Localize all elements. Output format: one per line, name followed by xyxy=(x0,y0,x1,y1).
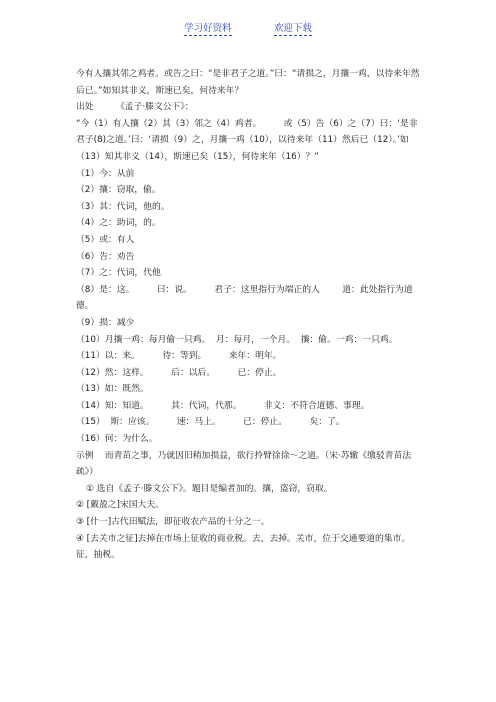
text-paragraph: （10）月攘一鸡：每月偷一只鸡。 月：每月，一个月。 攘：偷。一鸡：一只鸡。 xyxy=(76,334,398,345)
header-link-study-materials[interactable]: 学习好资料 xyxy=(184,23,232,34)
text-paragraph: （7）之：代词，代他 xyxy=(76,268,161,279)
text-paragraph: （1）今：从前 xyxy=(76,168,135,179)
text-paragraph: （2）攘：窃取，偷。 xyxy=(76,185,161,196)
text-paragraph: （3）其：代词，他的。 xyxy=(76,201,170,212)
text-paragraph: ② [戴盈之]宋国大夫。 xyxy=(76,500,164,511)
text-paragraph: （9）损：减少 xyxy=(76,317,135,328)
text-paragraph: （15） 斯：应该。 速：马上。 已：停止。 矣：了。 xyxy=(76,417,345,428)
text-paragraph: （4）之：助词，的。 xyxy=(76,218,161,229)
text-paragraph: 出处 《孟子·滕文公下》： xyxy=(76,102,194,113)
text-paragraph: ④ [去关市之征]去掉在市场上征收的商业税。去，去掉。关市，位于交通要道的集市。征，抽税。 xyxy=(76,533,411,561)
document-body xyxy=(76,66,421,564)
text-paragraph: （16）何：为什么。 xyxy=(76,434,158,445)
text-paragraph: （11）以：来。 待：等到。 来年：明年。 xyxy=(76,351,282,362)
text-paragraph: （13）如：既然。 xyxy=(76,384,149,395)
text-paragraph: 今有人攘其邻之鸡者。或告之曰：“是非君子之道。”曰：“请损之，月攘一鸡，以待来年然后已。”如知其非义，斯速已矣，何待来年？ xyxy=(76,69,420,96)
header-link-welcome-download[interactable]: 欢迎下载 xyxy=(273,23,312,34)
header-gap xyxy=(237,30,269,31)
text-paragraph: ① 选自《孟子·滕文公下》。题目是编者加的。攘，盗窃，窃取。 xyxy=(86,483,333,494)
text-paragraph: （5）或：有人 xyxy=(76,234,135,245)
text-paragraph: “今（1）有人攘（2）其（3）邻之（4）鸡者。 或（5）告（6）之（7）曰：‘是非君子(8)之道。’曰：‘请损（9）之，月攘一鸡（10），以待来年（11）然后已（12）。’如（13）知其非义（14），斯速已矣（15），何待来年（16）？” xyxy=(76,118,418,162)
text-paragraph: （8）是：这。 曰：说。 君子：这里指行为端正的人 道：此处指行为道德。 xyxy=(76,284,413,312)
text-paragraph: ③ [什一]古代田赋法，即征收农产品的十分之一。 xyxy=(76,517,270,528)
page-header xyxy=(0,16,496,35)
text-paragraph: （12）然：这样。 后：以后。 已：停止。 xyxy=(76,367,282,378)
text-paragraph: （14）知：知道。 其：代词，代那。 非义：不符合道德、事理。 xyxy=(76,400,370,411)
text-paragraph: 示例 而青苗之事，乃就因旧稍加损益，欲行拎臂徐徐～之道。（宋·苏辙《缴驳青苗法疏》） xyxy=(76,450,412,478)
text-paragraph: （6）告：劝告 xyxy=(76,251,135,262)
